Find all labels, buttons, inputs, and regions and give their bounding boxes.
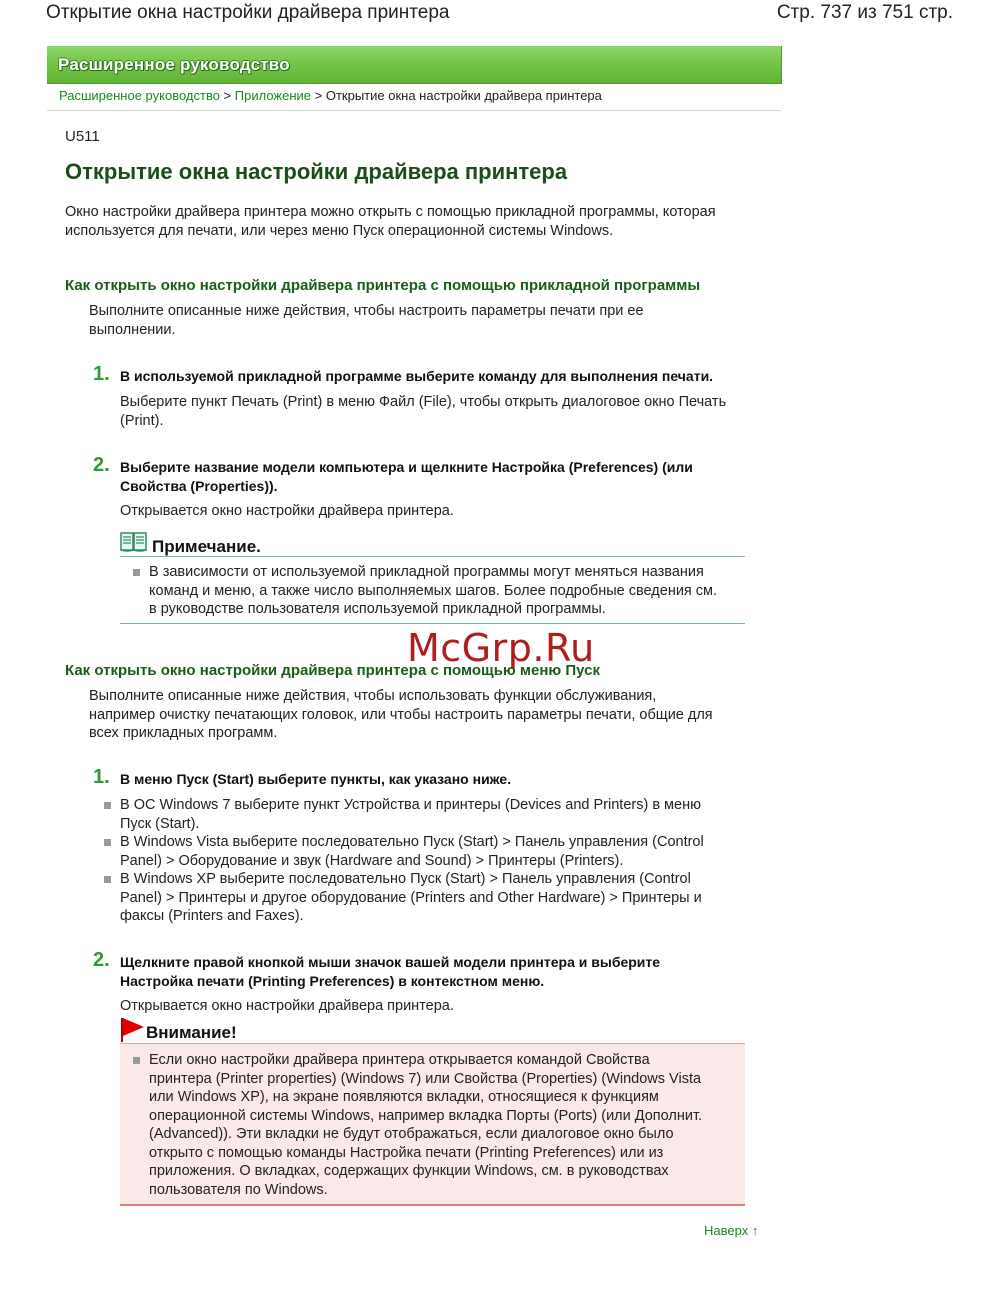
note-line: В зависимости от используемой прикладной программы могут меняться названия — [149, 564, 704, 580]
list-line: Пуск (Start). — [120, 815, 200, 832]
caution-line: пользователя по Windows. — [149, 1181, 328, 1198]
step-title-line: Выберите название модели компьютера и щелкните Настройка (Preferences) (или — [120, 459, 693, 475]
breadcrumb-link-guide[interactable]: Расширенное руководство — [59, 88, 220, 103]
banner-label: Расширенное руководство — [58, 55, 290, 74]
intro-line: используется для печати, или через меню Пуск операционной системы Windows. — [65, 222, 614, 239]
bullet-icon — [133, 1057, 140, 1064]
section2-intro — [89, 687, 713, 743]
section1-intro-line: Выполните описанные ниже действия, чтобы настроить параметры печати при ее — [89, 303, 644, 319]
caution-line: приложения. О вкладках, содержащих функции Windows, см. в руководствах — [149, 1163, 669, 1179]
page-indicator: Стр. 737 из 751 стр. — [776, 2, 953, 23]
note-book-icon — [120, 531, 148, 553]
list-line: Panel) > Принтеры и другое оборудование (Printers and Other Hardware) > Принтеры и — [120, 889, 702, 906]
page-code: U511 — [65, 128, 100, 145]
watermark: McGrp.Ru — [407, 626, 595, 670]
section2-step2-title — [120, 953, 660, 990]
note-divider-bottom — [120, 623, 745, 624]
bullet-icon — [104, 802, 111, 809]
step-title-line: Щелкните правой кнопкой мыши значок вашей модели принтера и выберите — [120, 954, 661, 970]
note-text — [149, 563, 749, 619]
breadcrumb — [59, 88, 602, 103]
caution-line: Если окно настройки драйвера принтера открывается командой Свойства — [149, 1052, 650, 1068]
list-item-text — [120, 833, 740, 870]
page-title: Открытие окна настройки драйвера принтера — [65, 159, 568, 184]
list-item-text — [120, 870, 740, 926]
breadcrumb-separator: > — [219, 88, 235, 103]
section2-step2-number: 2. — [93, 949, 110, 971]
warning-flag-icon — [120, 1017, 146, 1043]
section1-step1-text — [120, 393, 726, 430]
step-text-line: Выберите пункт Печать (Print) в меню Файл (File), чтобы открыть диалоговое окно Печать — [120, 394, 727, 410]
step-title-line: Свойства (Properties)). — [120, 477, 278, 494]
section2-intro-line: Выполните описанные ниже действия, чтобы использовать функции обслуживания, — [89, 688, 657, 704]
breadcrumb-link-appendix[interactable]: Приложение — [234, 88, 312, 103]
section2-intro-line: всех прикладных программ. — [89, 725, 278, 741]
section2-step1-title: В меню Пуск (Start) выберите пункты, как указано ниже. — [120, 771, 512, 787]
caution-heading: Внимание! — [146, 1023, 237, 1042]
step-text-line: (Print). — [120, 412, 164, 429]
caution-line: или Windows XP), на экране появляются вкладки, относящиеся к функциям — [149, 1089, 659, 1105]
caution-text — [149, 1051, 741, 1199]
note-line: команд и меню, а также число выполняемых шагов. Более подробные сведения см. — [149, 582, 718, 599]
guide-banner — [47, 46, 782, 84]
section2-intro-line: например очистку печатающих головок, или чтобы настроить параметры печати, общие для — [89, 706, 713, 723]
list-line: факсы (Printers and Faxes). — [120, 908, 304, 924]
note-line: в руководстве пользователя используемой прикладной программы. — [149, 601, 606, 617]
caution-line: открыто с помощью команды Настройка печати (Printing Preferences) или из — [149, 1144, 664, 1161]
section2-step1-number: 1. — [93, 766, 110, 788]
step-title-line: Настройка печати (Printing Preferences) в контекстном меню. — [120, 972, 545, 989]
back-to-top-link[interactable] — [704, 1223, 758, 1238]
list-item-text — [120, 796, 740, 833]
breadcrumb-separator: > — [311, 88, 326, 103]
caution-line: операционной системы Windows, например вкладка Порты (Ports) (или Дополнит. — [149, 1107, 703, 1124]
section1-intro-line: выполнении. — [89, 321, 176, 338]
caution-line: (Advanced)). Эти вкладки не будут отображаться, если диалоговое окно было — [149, 1126, 674, 1142]
back-to-top-label[interactable]: Наверх — [704, 1223, 749, 1238]
section1-step2-number: 2. — [93, 454, 110, 476]
section1-step1-title: В используемой прикладной программе выберите команду для выполнения печати. — [120, 368, 714, 384]
note-divider-top — [120, 556, 745, 557]
note-heading: Примечание. — [152, 537, 261, 556]
intro-paragraph — [65, 203, 716, 240]
breadcrumb-current: Открытие окна настройки драйвера принтера — [325, 88, 602, 103]
section1-step2-title — [120, 458, 693, 495]
list-line: В Windows Vista выберите последовательно Пуск (Start) > Панель управления (Control — [120, 834, 704, 850]
breadcrumb-divider — [47, 110, 781, 111]
bullet-icon — [133, 569, 140, 576]
arrow-up-icon: ↑ — [751, 1223, 759, 1238]
bullet-icon — [104, 839, 111, 846]
section1-intro — [89, 302, 644, 339]
list-line: В ОС Windows 7 выберите пункт Устройства и принтеры (Devices and Printers) в меню — [120, 797, 701, 813]
section1-heading: Как открыть окно настройки драйвера принтера с помощью прикладной программы — [65, 277, 701, 294]
section2-heading: Как открыть окно настройки драйвера принтера с помощью меню Пуск — [65, 662, 600, 679]
intro-line: Окно настройки драйвера принтера можно открыть с помощью прикладной программы, которая — [65, 204, 716, 220]
list-line: Panel) > Оборудование и звук (Hardware and Sound) > Принтеры (Printers). — [120, 852, 624, 869]
list-line: В Windows XP выберите последовательно Пуск (Start) > Панель управления (Control — [120, 871, 691, 887]
section2-step2-text: Открывается окно настройки драйвера принтера. — [120, 998, 454, 1014]
bullet-icon — [104, 876, 111, 883]
caution-line: принтера (Printer properties) (Windows 7) или Свойства (Properties) (Windows Vista — [149, 1070, 702, 1087]
section1-step1-number: 1. — [93, 363, 110, 385]
section1-step2-text: Открывается окно настройки драйвера принтера. — [120, 503, 454, 519]
document-title: Открытие окна настройки драйвера принтера — [46, 2, 450, 23]
